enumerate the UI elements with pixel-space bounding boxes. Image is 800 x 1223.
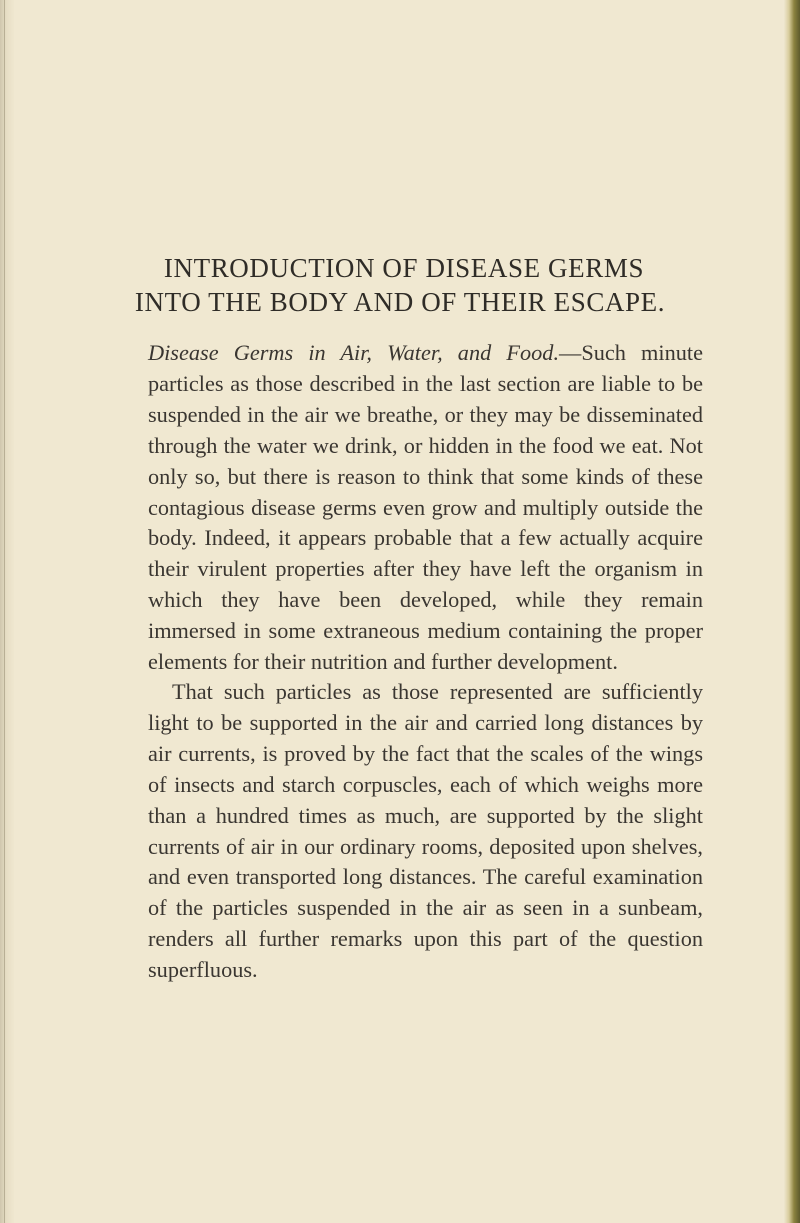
- paragraph-runin-heading: Disease Germs in Air, Water, and Food.: [148, 340, 560, 365]
- page-edge: [784, 0, 800, 1223]
- paragraph-1: [148, 338, 703, 678]
- paragraph-1-text: —Such minute particles as those described in the last section are liable to be suspended in the air we breathe, or they may be disseminated through the water we drink, or hidden in the food we eat. Not only so, but there is reason to think that some kinds of these contagious disease germs even grow and multiply outside the body. Indeed, it appears probable that a few actually acquire their virulent properties after they have left the organism in which they have been developed, while they remain immersed in some extraneous medium containing the proper elements for their nutrition and further development.: [148, 340, 703, 675]
- page-gutter: [0, 0, 14, 1223]
- section-title-line-1: INTRODUCTION OF DISEASE GERMS: [163, 253, 645, 283]
- paragraph-2-text: That such particles as those represented are sufficiently light to be supported in the air and carried long distances by air currents, is proved by the fact that the scales of the wings of insects and starch corpuscles, each of which weighs more than a hundred times as much, are supported by the slight currents of air in our ordinary rooms, deposited upon shelves, and even transported long distances. The careful examination of the particles suspended in the air as seen in a sunbeam, renders all further remarks upon this part of the question superfluous.: [148, 679, 703, 983]
- paragraph-2: [148, 677, 703, 986]
- section-title-line-2: INTO THE BODY AND OF THEIR ESCAPE.: [134, 287, 666, 317]
